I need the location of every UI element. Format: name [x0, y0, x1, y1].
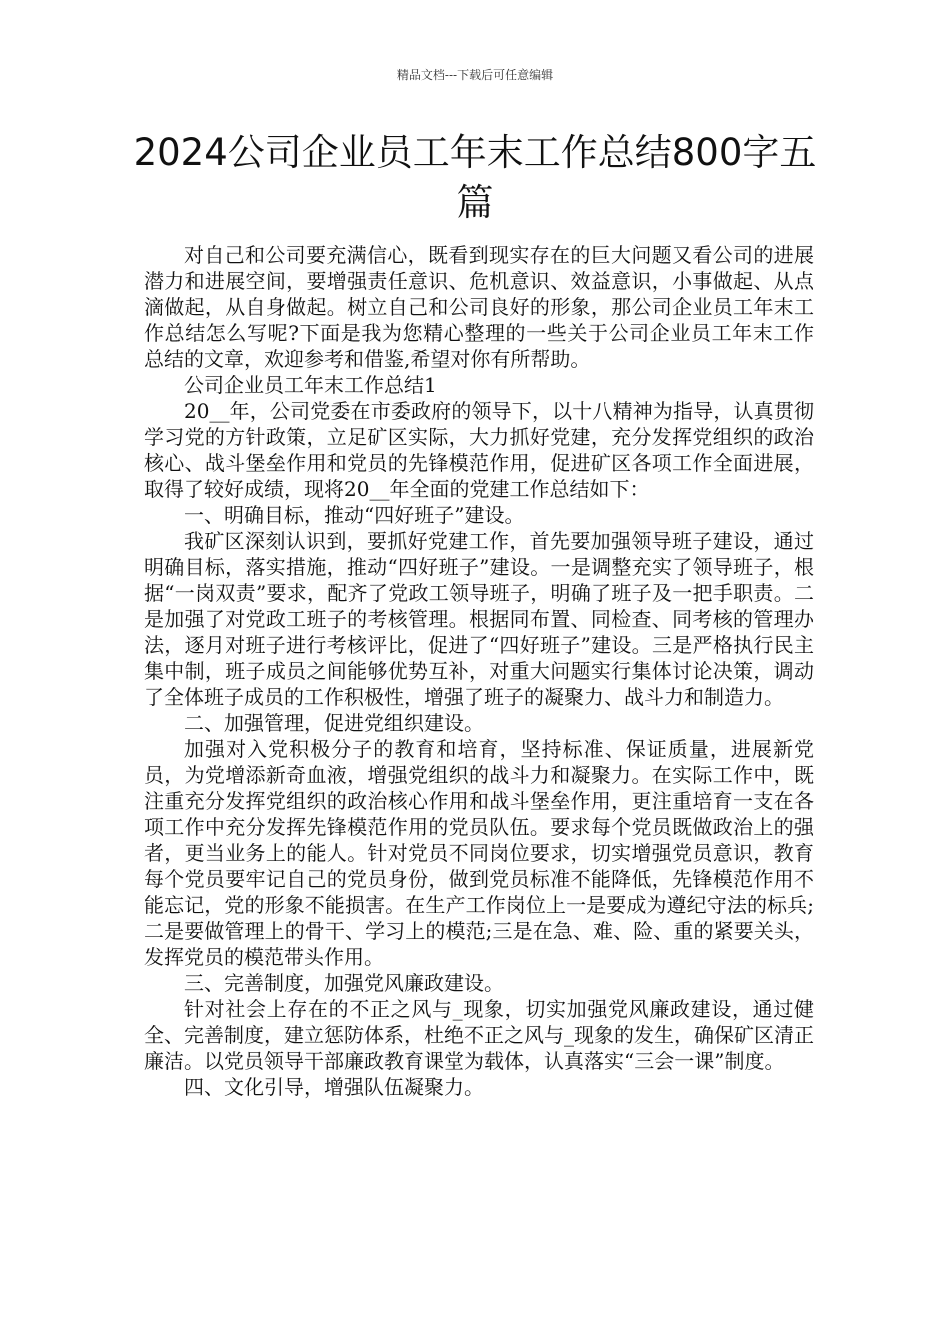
section-heading: 一、明确目标，推动“四好班子”建设。 [184, 503, 525, 527]
document-title: 2024公司企业员工年末工作总结800字五篇 [133, 131, 817, 224]
paragraph: 针对社会上存在的不正之风与_现象，切实加强党风廉政建设，通过健全、完善制度，建立惩防体系，杜绝不正之风与_现象的发生，确保矿区清正廉洁。以党员领导干部廉政教育课堂为载体，认真落实“三会一课”制度。 [144, 997, 814, 1073]
header-note: 精品文档---下载后可任意编辑 [396, 68, 554, 82]
section-heading: 三、完善制度，加强党风廉政建设。 [184, 971, 504, 995]
section-heading: 四、文化引导，增强队伍凝聚力。 [184, 1075, 484, 1099]
document-body [144, 242, 814, 1100]
section-heading: 二、加强管理，促进党组织建设。 [184, 711, 484, 735]
section-heading: 公司企业员工年末工作总结1 [184, 373, 437, 397]
paragraph-intro: 对自己和公司要充满信心，既看到现实存在的巨大问题又看公司的进展潜力和进展空间，要增强责任意识、危机意识、效益意识，小事做起、从点滴做起，从自身做起。树立自己和公司良好的形象，那公司企业员工年末工作总结怎么写呢?下面是我为您精心整理的一些关于公司企业员工年末工作总结的文章，欢迎参考和借鉴,希望对你有所帮助。 [144, 243, 814, 371]
paragraph: 加强对入党积极分子的教育和培育，坚持标准、保证质量，进展新党员，为党增添新奇血液，增强党组织的战斗力和凝聚力。在实际工作中，既注重充分发挥党组织的政治核心作用和战斗堡垒作用，更注重培育一支在各项工作中充分发挥先锋模范作用的党员队伍。要求每个党员既做政治上的强者，更当业务上的能人。针对党员不同岗位要求，切实增强党员意识，教育每个党员要牢记自己的党员身份，做到党员标准不能降低，先锋模范作用不能忘记，党的形象不能损害。在生产工作岗位上一是要成为遵纪守法的标兵;二是要做管理上的骨干、学习上的模范;三是在急、难、险、重的紧要关头，发挥党员的模范带头作用。 [144, 737, 814, 969]
paragraph: 20__年，公司党委在市委政府的领导下，以十八精神为指导，认真贯彻学习党的方针政策，立足矿区实际，大力抓好党建，充分发挥党组织的政治核心、战斗堡垒作用和党员的先锋模范作用，促进矿区各项工作全面进展，取得了较好成绩，现将20__年全面的党建工作总结如下： [144, 399, 814, 501]
paragraph: 我矿区深刻认识到，要抓好党建工作，首先要加强领导班子建设，通过明确目标，落实措施，推动“四好班子”建设。一是调整充实了领导班子，根据“一岗双责”要求，配齐了党政工领导班子，明确了班子及一把手职责。二是加强了对党政工班子的考核管理。根据同布置、同检查、同考核的管理办法，逐月对班子进行考核评比，促进了“四好班子”建设。三是严格执行民主集中制，班子成员之间能够优势互补，对重大问题实行集体讨论决策，调动了全体班子成员的工作积极性，增强了班子的凝聚力、战斗力和制造力。 [144, 529, 814, 709]
